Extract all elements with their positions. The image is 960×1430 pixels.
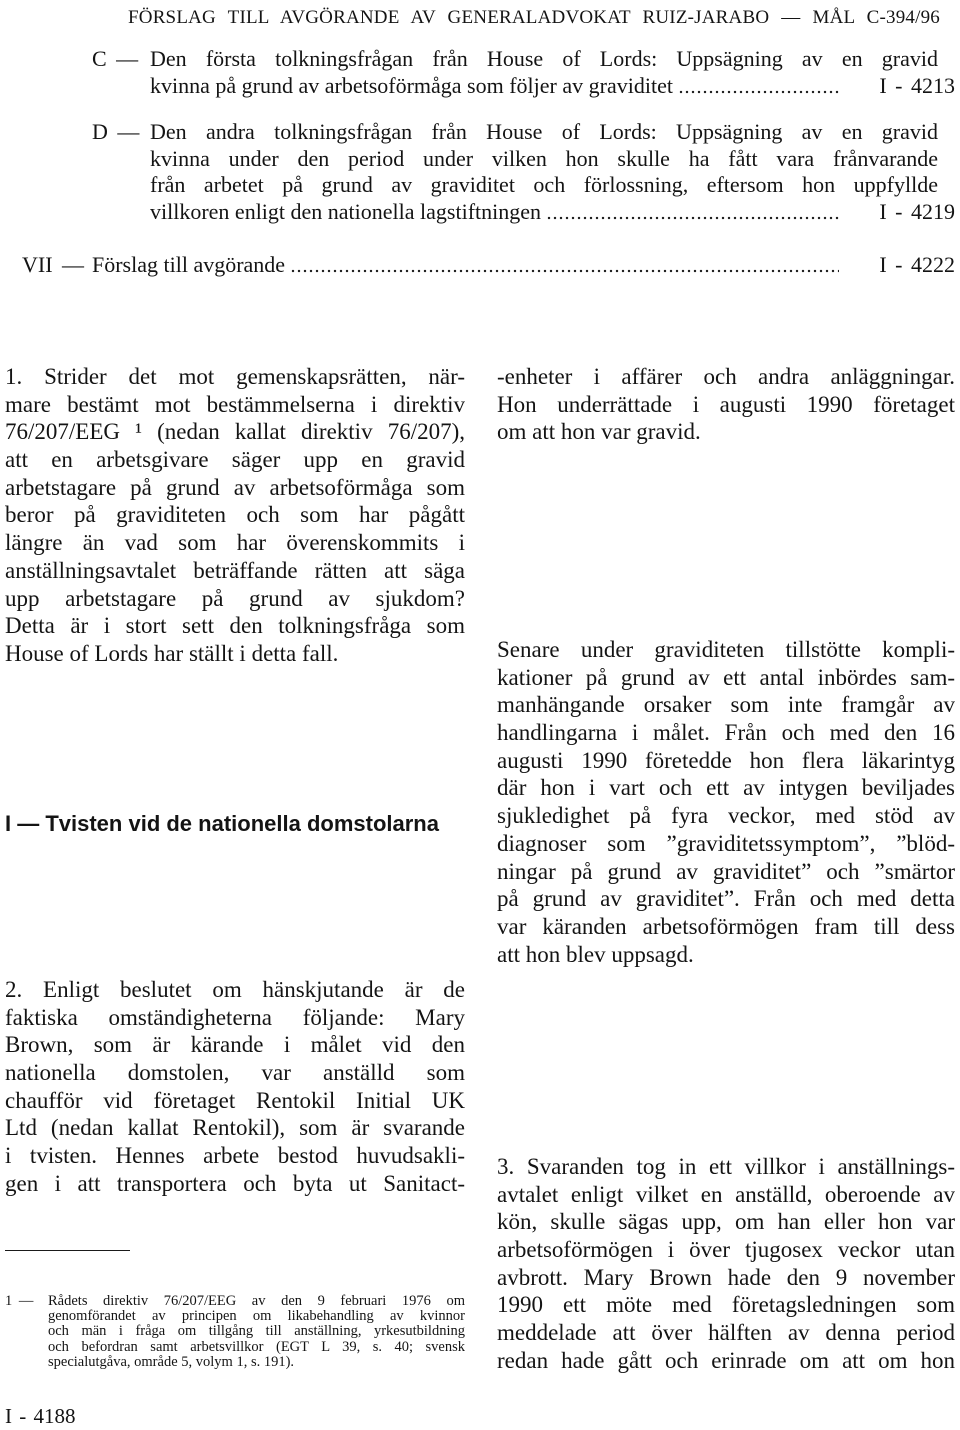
text-line: 1. Strider det mot gemenskapsrätten, när- xyxy=(5,364,465,389)
toc-last-line xyxy=(92,252,955,279)
toc-line: villkoren enligt den nationella lagstiftningen xyxy=(150,198,542,224)
toc-page-ref: I - 4222 xyxy=(879,252,955,277)
footnote-line: Rådets direktiv 76/207/EEG av den 9 februari 1976 om xyxy=(48,1293,465,1309)
toc-label: VII — xyxy=(22,252,85,277)
text-line: avbrott. Mary Brown hade den 9 november xyxy=(497,1264,955,1290)
text-line: att hon blev uppsagd. xyxy=(497,941,694,967)
footnote-line: specialutgåva, område 5, volym 1, s. 191). xyxy=(48,1353,295,1370)
toc-entry-vii xyxy=(22,252,955,279)
text-line: 1990 ett möte med företagsledningen som xyxy=(497,1292,955,1318)
text-line: där hon i vart och ett av intygen beviljades xyxy=(497,775,955,801)
paragraph-1 xyxy=(5,363,465,668)
toc-entry-text xyxy=(150,46,955,99)
text-line: augusti 1990 företedde hon flera läkarintyg xyxy=(497,747,955,773)
text-line: Hon underrättade i augusti 1990 företaget xyxy=(497,391,955,417)
text-line: Detta är i stort sett den tolkningsfråga som xyxy=(5,613,465,639)
toc-line: Den första tolkningsfrågan från House of Lords: Uppsägning av en gravid xyxy=(150,46,938,71)
text-line: arbetsoförmögen i över tjugosex veckor utan xyxy=(497,1237,955,1263)
dot-leader xyxy=(290,252,839,279)
text-line: redan hade gått och erinrade om att om hon xyxy=(497,1347,955,1373)
page-number: I - 4188 xyxy=(5,1404,76,1428)
paragraph-2 xyxy=(5,976,465,1198)
footnote-separator xyxy=(5,1250,130,1251)
toc-entry-text xyxy=(92,252,955,279)
dot-leader xyxy=(678,73,839,100)
footnote-marker: 1 — xyxy=(5,1293,34,1309)
toc-line: Förslag till avgörande xyxy=(92,252,286,277)
text-line: om att hon var gravid. xyxy=(497,419,701,445)
text-line: House of Lords har ställt i detta fall. xyxy=(5,640,339,666)
toc-last-line xyxy=(150,73,955,100)
text-line: 2. Enligt beslutet om hänskjutande är de xyxy=(5,977,465,1002)
text-line: längre än vad som har överenskommits i xyxy=(5,530,465,556)
text-line: 3. Svaranden tog in ett villkor i anställnings- xyxy=(497,1154,955,1179)
toc-line: från arbetet på grund av graviditet och förlossning, eftersom hon uppfyllde xyxy=(150,172,938,197)
text-line: nationella domstolen, var anställd som xyxy=(5,1060,465,1086)
text-line: -enheter i affärer och andra anläggningar. xyxy=(497,364,955,389)
toc-page-ref: I - 4219 xyxy=(879,198,955,224)
footnote-text xyxy=(48,1294,465,1370)
footnote xyxy=(5,1294,465,1370)
toc-last-line xyxy=(150,199,955,226)
text-line: handlingarna i målet. Från och med den 16 xyxy=(497,720,955,746)
paragraph-complications xyxy=(497,636,955,968)
text-line: 76/207/EEG ¹ (nedan kallat direktiv 76/207), xyxy=(5,419,465,445)
text-line: faktiska omständigheterna följande: Mary xyxy=(5,1004,465,1030)
toc-label: C — xyxy=(92,46,139,71)
text-line: anställningsavtalet beträffande rätten att säga xyxy=(5,557,465,583)
text-line: kationer på grund av ett antal inbördes sam- xyxy=(497,664,955,690)
text-line: Senare under graviditeten tillstötte kompli- xyxy=(497,637,955,662)
toc-line: Den andra tolkningsfrågan från House of Lords: Uppsägning av en gravid xyxy=(150,119,938,144)
paragraph-2-continuation xyxy=(497,363,955,446)
text-line: mare bestämt mot bestämmelserna i direktiv xyxy=(5,391,465,417)
toc-entry-d xyxy=(92,119,955,225)
text-line: att en arbetsgivare säger upp en gravid xyxy=(5,447,465,473)
toc-label: D — xyxy=(92,119,140,144)
text-line: ningar på grund av graviditet” och ”smärtor xyxy=(497,858,955,884)
toc-page-ref: I - 4213 xyxy=(879,72,955,98)
section-heading: I — Tvisten vid de nationella domstolarna xyxy=(5,811,439,836)
text-line: kön, skulle sägas upp, om han eller hon var xyxy=(497,1209,955,1235)
text-line: meddelade att över hälften av denna period xyxy=(497,1320,955,1346)
running-header: FÖRSLAG TILL AVGÖRANDE AV GENERALADVOKAT RUIZ-JARABO — MÅL C-394/96 xyxy=(128,7,940,28)
text-line: avtalet enligt vilket en anställd, oberoende av xyxy=(497,1181,955,1207)
footnote-line: genomförandet av principen om likabehandling av kvinnor xyxy=(48,1308,465,1325)
text-line: upp arbetstagare på grund av sjukdom? xyxy=(5,585,465,611)
text-line: Brown, som är kärande i målet vid den xyxy=(5,1032,465,1058)
footnote-line: och män i fråga om tillgång till anställning, yrkesutbildning xyxy=(48,1323,465,1340)
toc-entry-text xyxy=(150,119,955,225)
text-line: arbetstagare på grund av arbetsoförmåga som xyxy=(5,474,465,500)
text-line: beror på graviditeten och som har pågått xyxy=(5,502,465,528)
text-line: i tvisten. Hennes arbete bestod huvudsakli- xyxy=(5,1143,465,1169)
text-line: diagnoser som ”graviditetssymptom”, ”blöd- xyxy=(497,830,955,856)
toc-line: kvinna på grund av arbetsoförmåga som följer av graviditet xyxy=(150,72,673,98)
text-line: manhängande orsaker som inte framgår av xyxy=(497,692,955,718)
text-line: på grund av graviditet”. Från och med detta xyxy=(497,886,955,912)
text-line: var käranden arbetsoförmögen fram till dess xyxy=(497,913,955,939)
text-line: chaufför vid företaget Rentokil Initial UK xyxy=(5,1087,465,1113)
toc-entry-c xyxy=(92,46,955,99)
paragraph-3 xyxy=(497,1153,955,1375)
dot-leader xyxy=(546,199,839,226)
toc-line: kvinna under den period under vilken hon skulle ha fått vara frånvarande xyxy=(150,145,938,171)
text-line: sjukledighet på fyra veckor, med stöd av xyxy=(497,803,955,829)
text-line: Ltd (nedan kallat Rentokil), som är svarande xyxy=(5,1115,465,1141)
text-line: gen i att transportera och byta ut Sanitact- xyxy=(5,1170,465,1196)
footnote-line: och befordran samt arbetsvillkor (EGT L 39, s. 40; svensk xyxy=(48,1338,465,1355)
